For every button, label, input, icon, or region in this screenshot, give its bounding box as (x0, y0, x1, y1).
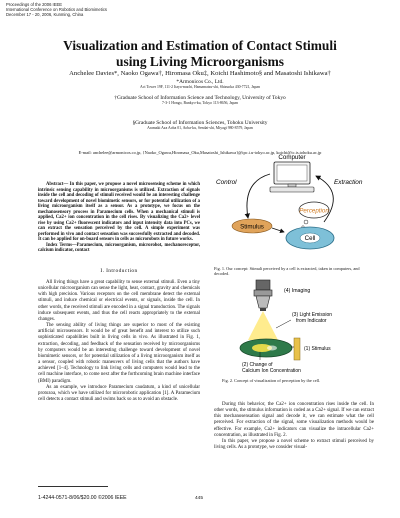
figure-2-visualization-diagram (236, 278, 356, 378)
abstract (38, 182, 200, 254)
cell-label: Cell (304, 235, 316, 243)
affiliation-2 (0, 95, 400, 106)
body-paragraph: All living things have a great capability to sense external stimuli. Even a tiny unicellular microorganism can sense the light, heat, contact, gravity and chemicals with high precision. Various receptors on the cell membrane detect the external stimuli, and induce chemical or electrical events, or signals, inside the cell. In other words, the received stimuli are encoded in a signal transduction. The signals induce subsequent events, and thus the cell reacts appropriately to the external changes. (38, 280, 200, 322)
paramecium-cell-icon (240, 339, 292, 357)
conference-header (6, 2, 107, 18)
author-emails: E-mail: anchelee@armonicos.co.jp, {Naoko_Ogawa,Hiromasa_Oku,Masatoshi_Ishikawa}@ipc.i.u-tokyo.ac.jp, koichi@ic.is.tohoku.ac.jp (78, 150, 322, 155)
author-list: Anchelee Davies*, Naoko Ogawa†, Hiromasa Oku‡, Koichi Hashimoto§ and Masatoshi Ishikawa† (69, 70, 331, 77)
body-paragraph: In this paper, we propose a novel scheme to extract stimuli perceived by living cells. As a prototype, we consider visual- (214, 438, 374, 451)
body-paragraph: As an example, we introduce Paramecium caudatum, a kind of unicellular protozoa, which we have utilized for microrobotic application [1]. A Paramecium cell detects a contact stimuli and swims back so as to avoid an obstacle. (38, 384, 200, 402)
affiliation-address: Aramaki Aza Aoba 01, Aoba-ku, Sendai-shi, Miyagi 980-8579, Japan (147, 126, 253, 131)
stimulus-wall (294, 338, 300, 360)
stimulus-label: Stimulus (240, 223, 264, 231)
affiliation-name: *Armonicos Co., Ltd. (176, 79, 224, 85)
affiliation-address: Act Tower 19F, 111-2 Itaya-machi, Hamamatsu-shi, Shizuoka 430-7721, Japan (140, 85, 260, 90)
emission-pointer (276, 320, 291, 328)
affiliation-name: †Graduate School of Information Science and Technology, University of Tokyo (114, 95, 286, 101)
page-number: 445 (195, 496, 204, 501)
body-paragraph: The sensing ability of living things are superior to most of the existing artificial microsensors. It would be of great benefit and interest to utilize such sophisticated capabilities built in living cells in vivo. As illustrated in Fig. 1, extraction, decoding, and feedback of the sensation received by microorganisms by computers would be an interesting challenge toward development of novel biomimetic sensors, or for potential utilization of a living microorganism itself as a sensor, coupled with robotic maneuvers of living cells that the authors have achieved [1–4]. Technology to link living cells and computers would lead to the cell machine interface, to come next after the forthcoming brain machine interface (BMI) paradigm. (38, 323, 200, 384)
affiliation-3 (0, 120, 400, 131)
abstract-text: Abstract— In this paper, we propose a novel microsensing scheme in which intrinsic sensing capability in microorganisms is utilized. Extraction of signals inside the cell and decoding of stimuli received would be an interesting challenge toward development of novel biomimetic sensors, or for potential utilization of a living microorganism itself as a sensor. As a prototype, we focus on the mechanosensory process in Paramecium cells. When a mechanical stimuli is applied, Ca2+ ion concentration in the cell rises. By visualizing the Ca2+ level rise by using Ca2+ fluorescent indicators and input intensity data into PCs, we can extract the sensation perceived by the cell. A simple experiment was performed in vivo and contact sensation was successfully extracted and decoded. It can be applied for on-board sensors in cells as microrobots in future works. (38, 182, 200, 242)
affiliation-1 (0, 79, 400, 90)
calcium-label-line-1: (2) Change of (242, 362, 273, 368)
title-line-1: Visualization and Estimation of Contact Stimuli (63, 38, 337, 53)
perception-label: Perception (299, 207, 329, 215)
index-terms: Index Terms—Paramecium, microorganism, microrobot, mechanoreceptor, calcium indicator, contact (38, 242, 200, 253)
stimulus-label: (1) Stimulus (304, 346, 331, 352)
microscope-objective-icon (254, 280, 272, 311)
control-arrow (247, 174, 270, 218)
issn-copyright: 1-4244-0571-8/06/$20.00 ©2006 IEEE (38, 495, 127, 501)
control-label: Control (216, 179, 237, 186)
emission-label-line-2: from Indicator (296, 318, 327, 324)
figure-2-caption: Fig. 2. Concept of visualization of perception by the cell. (222, 378, 321, 383)
perception-bubble (299, 202, 329, 228)
emitted-light-beam (248, 311, 278, 340)
computer-icon (270, 162, 314, 192)
paper-title (0, 38, 400, 69)
body-column-left (38, 280, 200, 403)
imaging-label: (4) Imaging (284, 288, 311, 294)
header-line-2: International Conference on Robotics and Biomimetics (6, 7, 108, 13)
section-heading-introduction: I. Introduction (100, 268, 138, 274)
computer-label: Computer (278, 154, 306, 161)
affiliation-name: §Graduate School of Information Sciences, Tohoku University (132, 120, 268, 126)
body-paragraph: During this behavior, the Ca2+ ion concentration rises inside the cell. In other words, the stimulus information is coded as a Ca2+ signal. If we can extract this mechanosensation signal and decode it, we can estimate what the cell perceived. For extraction of the signal, some visualization methods would be effective. For example, Ca2+ indicators can visualize the intracellular Ca2+ concentration, as illustrated in Fig. 2. (214, 402, 374, 438)
affiliation-address: 7-3-1 Hongo, Bunkyo-ku, Tokyo 113-8656, Japan (162, 101, 238, 106)
stimulus-arrow (272, 228, 284, 232)
extraction-label: Extraction (334, 179, 363, 186)
title-line-2: using Living Microorganisms (116, 53, 284, 69)
calcium-label-line-2: Calcium Ion Concentration (242, 368, 301, 374)
emission-label-line-1: (3) Light Emission (292, 312, 333, 318)
header-line-1: Proceedings of the 2006 IEEE (6, 2, 63, 7)
footnote-rule (38, 486, 108, 487)
header-line-3: December 17 - 20, 2006, Kunming, China (6, 12, 84, 18)
figure-1-concept-diagram (214, 152, 374, 264)
figure-1-caption: Fig. 1. Our concept: Stimuli perceived by a cell is extracted, taken in computers, and decoded. (214, 266, 360, 277)
body-column-right (214, 402, 374, 451)
